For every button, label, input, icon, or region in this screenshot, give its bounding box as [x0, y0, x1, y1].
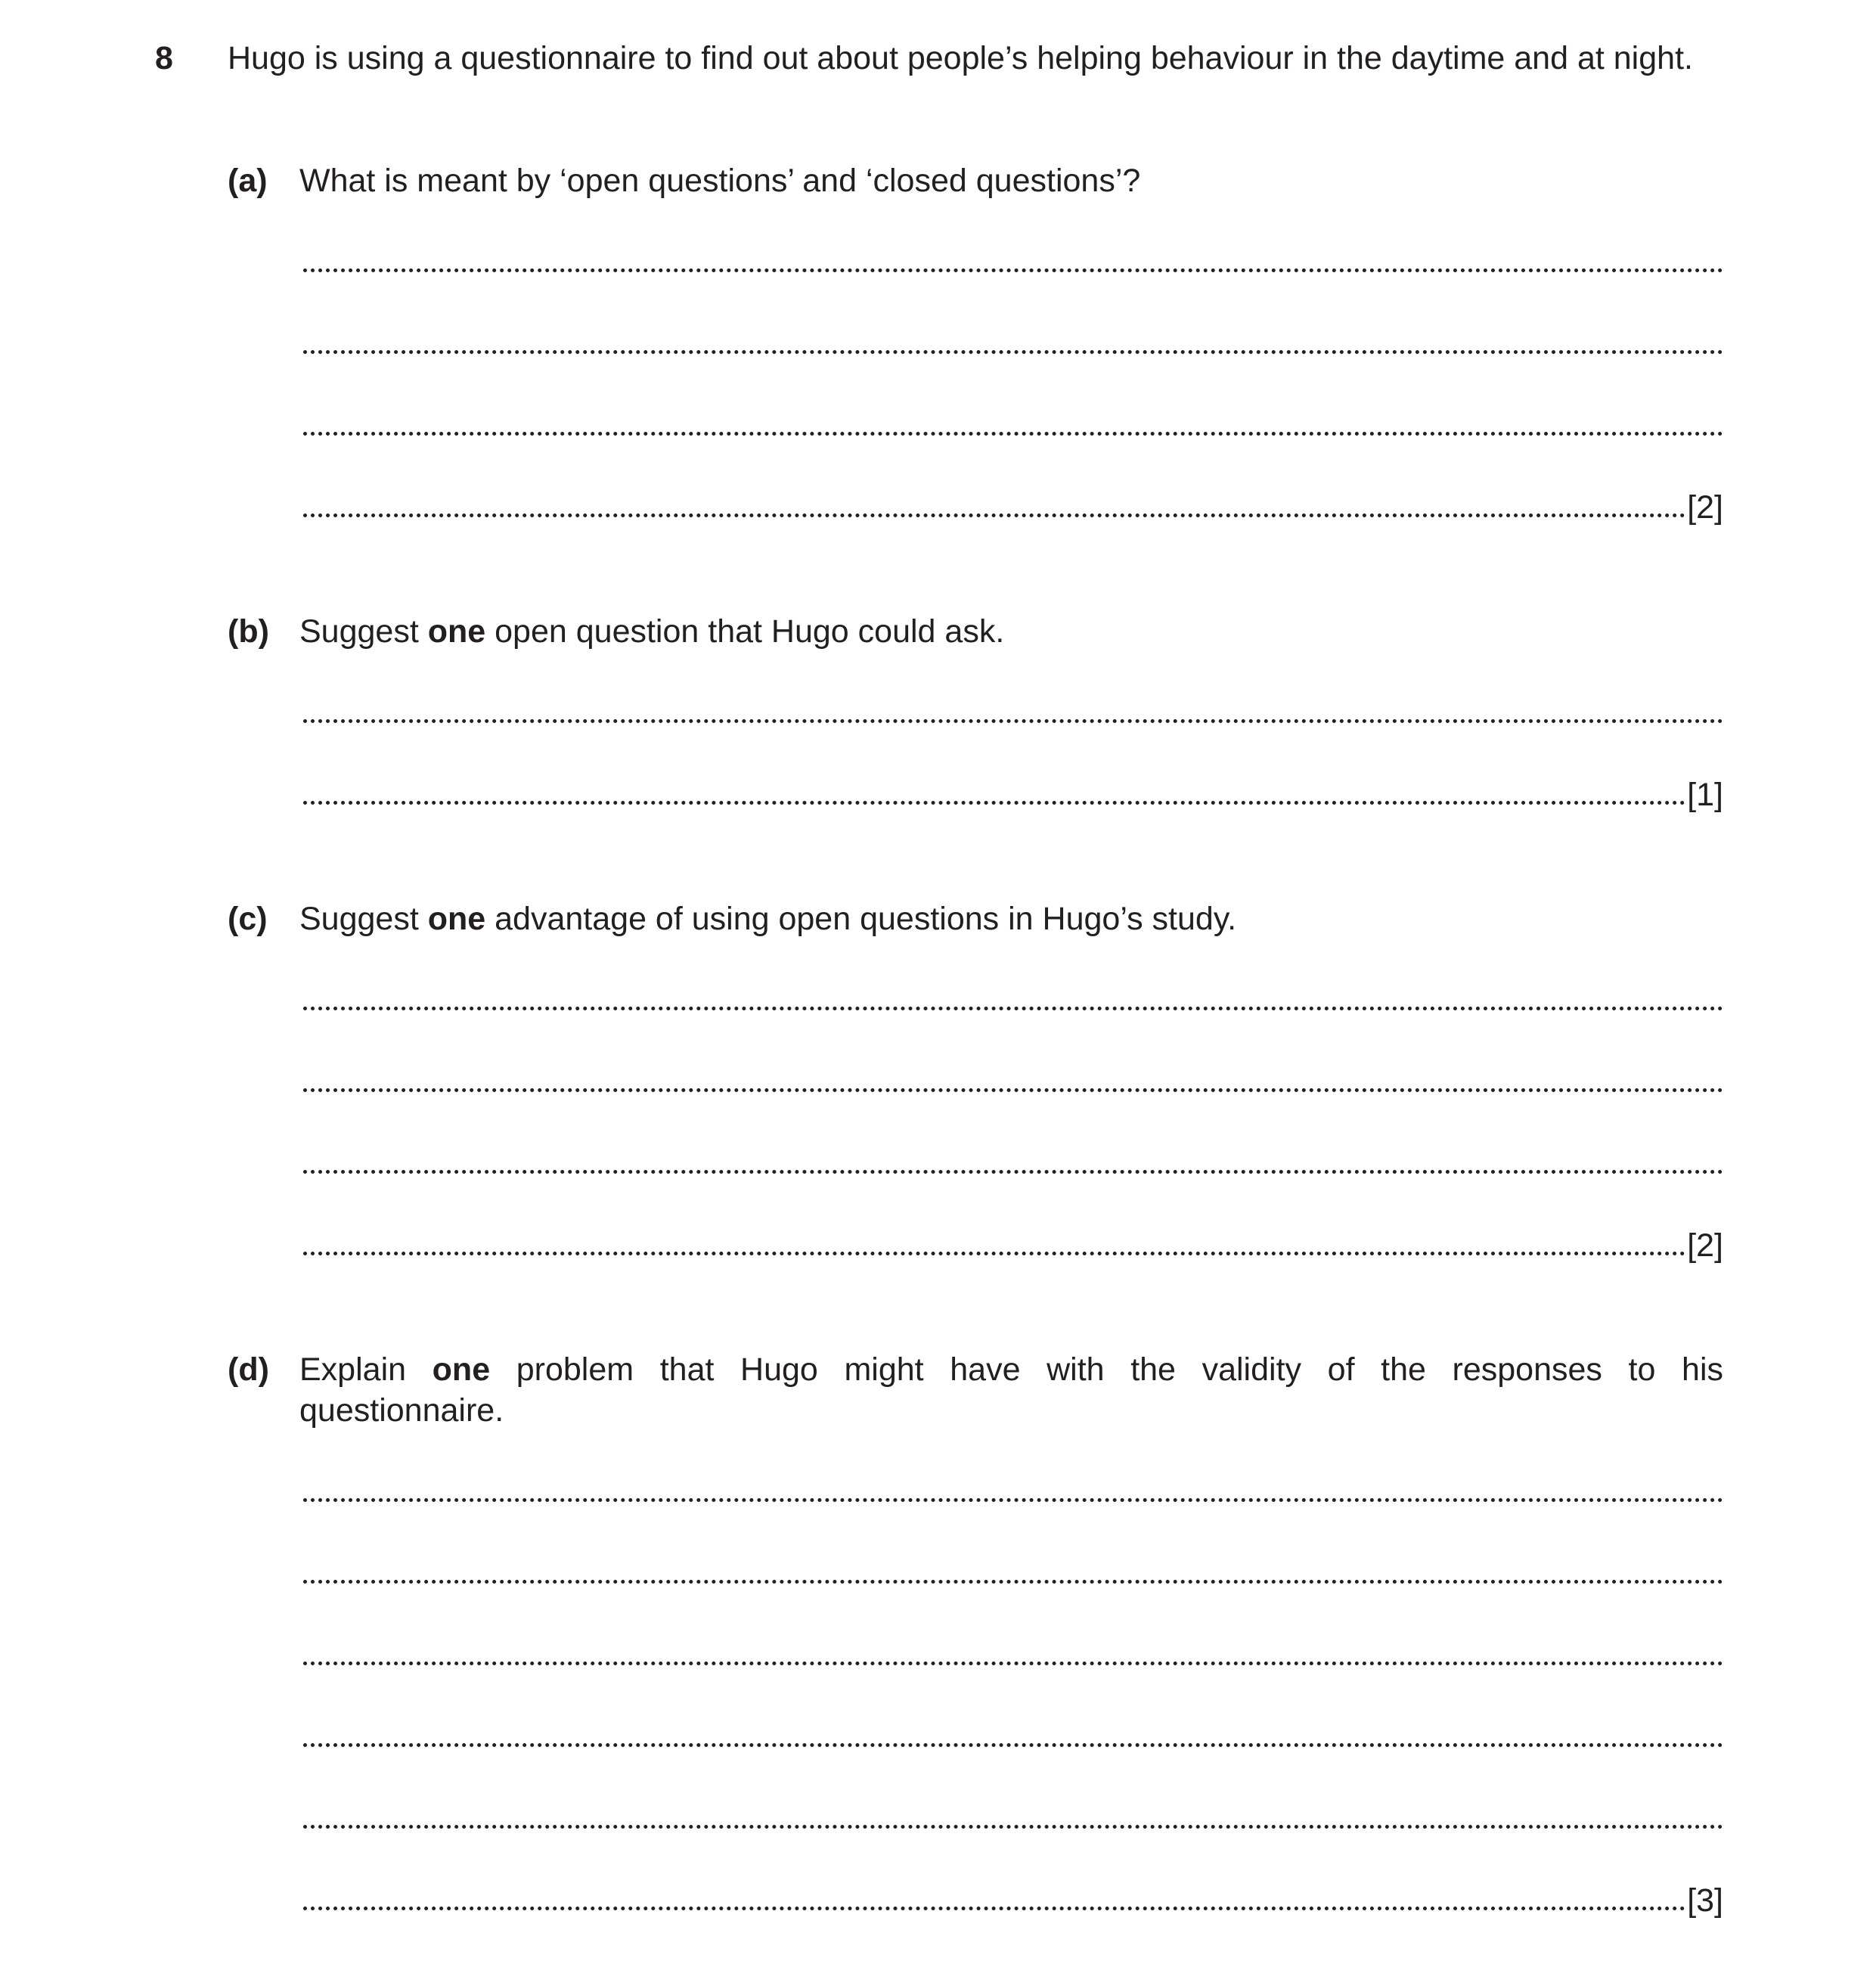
part-c-label: (c) [228, 901, 268, 937]
part-d-marks: [3] [1687, 1882, 1723, 1919]
part-a-marks: [2] [1687, 489, 1723, 526]
part-c-answer-line-4[interactable] [303, 1225, 1723, 1266]
part-c-marks: [2] [1687, 1227, 1723, 1264]
part-a-answer-line-4[interactable] [303, 487, 1723, 528]
part-b-answer-line-2[interactable] [303, 774, 1723, 815]
part-d-answer-line-1[interactable] [303, 1472, 1723, 1513]
part-d-answer-line-2[interactable] [303, 1553, 1723, 1594]
part-c-answer-line-1[interactable] [303, 980, 1723, 1021]
part-a-question: What is meant by ‘open questions’ and ‘closed questions’? [299, 163, 1141, 199]
part-c-answer-line-3[interactable] [303, 1143, 1723, 1184]
question-number: 8 [155, 40, 173, 76]
part-d-answer-line-4[interactable] [303, 1717, 1723, 1758]
part-a-label: (a) [228, 163, 268, 199]
question-stem: Hugo is using a questionnaire to find out about people’s helping behaviour in the daytime and at night. [228, 40, 1693, 76]
part-d-question-continuation: questionnaire. [299, 1392, 504, 1429]
part-d-answer-line-6[interactable] [303, 1880, 1723, 1921]
part-b-question: Suggest one open question that Hugo could ask. [299, 613, 1005, 650]
part-b-answer-line-1[interactable] [303, 693, 1723, 734]
part-d-answer-line-5[interactable] [303, 1798, 1723, 1839]
part-a-answer-line-2[interactable] [303, 324, 1723, 365]
part-a-answer-line-3[interactable] [303, 405, 1723, 446]
part-a-answer-line-1[interactable] [303, 242, 1723, 283]
part-b-marks: [1] [1687, 777, 1723, 813]
part-c-question: Suggest one advantage of using open questions in Hugo’s study. [299, 901, 1237, 937]
part-d-answer-line-3[interactable] [303, 1635, 1723, 1676]
part-d-question: Explain one problem that Hugo might have with the validity of the responses to his questionnaire. [299, 1349, 1723, 1431]
part-b-label: (b) [228, 613, 269, 650]
part-c-answer-line-2[interactable] [303, 1062, 1723, 1103]
part-d-label: (d) [228, 1351, 269, 1388]
